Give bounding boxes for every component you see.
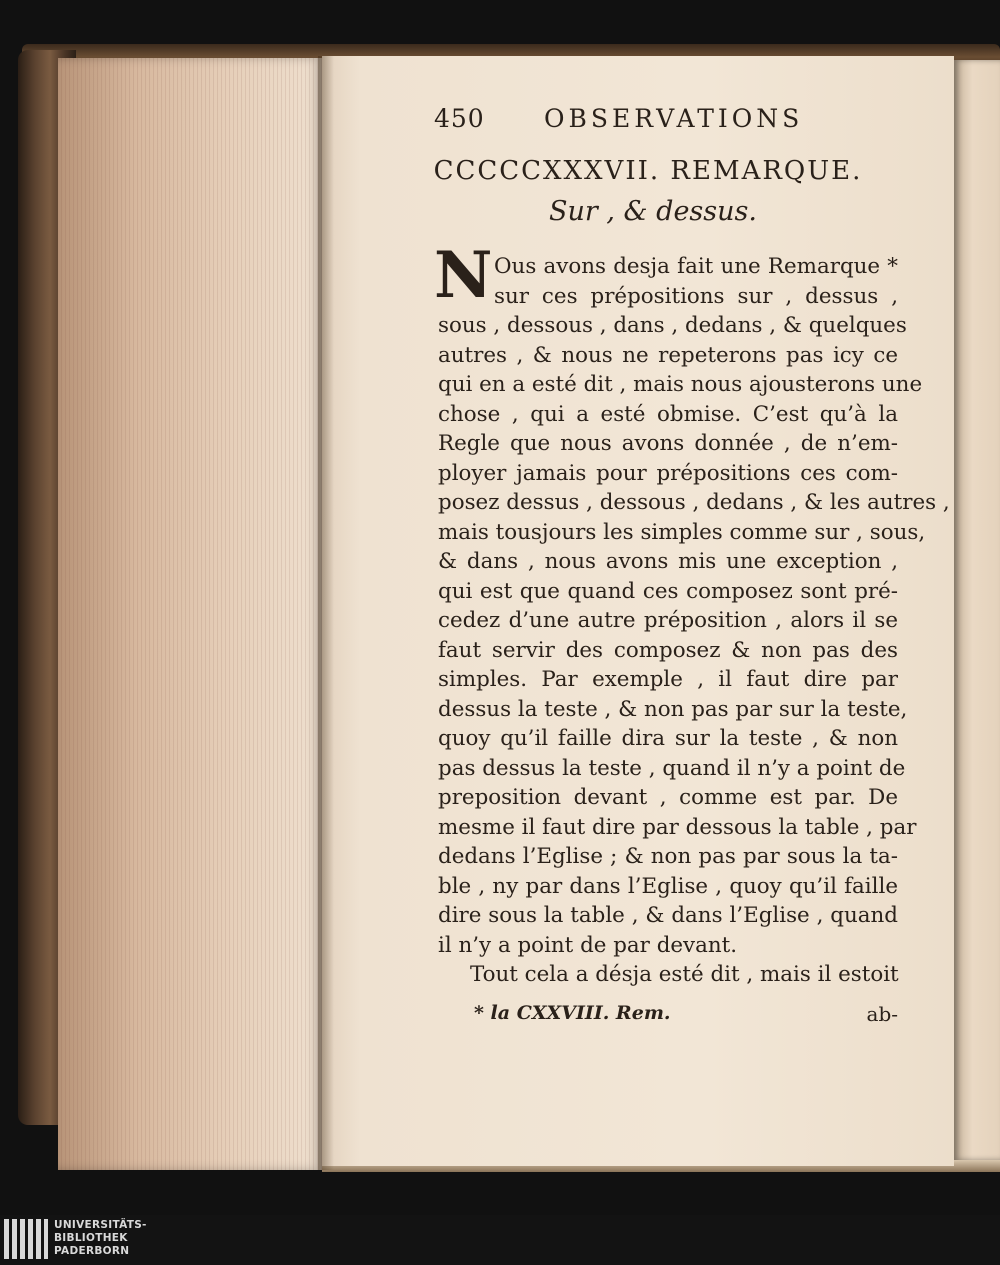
text-line: dedans l’Eglise ; & non pas par sous la ta- xyxy=(438,844,898,869)
facing-page-edge xyxy=(954,60,1000,1160)
text-line: Tout cela a désja esté dit , mais il estoit xyxy=(470,962,899,987)
remark-subtitle: Sur , & dessus. xyxy=(549,196,757,227)
library-name-line3: PADERBORN xyxy=(54,1245,130,1257)
text-line: sous , dessous , dans , dedans , & quelques xyxy=(438,313,907,338)
text-line: mais tousjours les simples comme sur , sous, xyxy=(438,519,926,545)
page-number: 450 xyxy=(434,104,485,133)
footnote: * la CXXVIII. Rem. xyxy=(474,1002,671,1024)
text-line: & dans , nous avons mis une exception , xyxy=(438,549,898,574)
remark-title: CCCCCXXXVII. REMARQUE. xyxy=(433,156,863,186)
library-logo-text xyxy=(54,1219,147,1258)
text-line: simples. Par exemple , il faut dire par xyxy=(438,667,898,692)
text-line: il n’y a point de par devant. xyxy=(438,932,738,958)
text-line: ble , ny par dans l’Eglise , quoy qu’il faille xyxy=(438,873,898,899)
text-line: ployer jamais pour prépositions ces com- xyxy=(438,460,898,486)
text-line: Ous avons desja fait une Remarque * xyxy=(494,254,898,279)
text-line: faut servir des composez & non pas des xyxy=(438,637,898,663)
running-head: OBSERVATIONS xyxy=(544,104,804,133)
text-line: cedez d’une autre préposition , alors il se xyxy=(438,608,898,633)
text-line: preposition devant , comme est par. De xyxy=(438,785,898,810)
page-block-edge xyxy=(58,58,322,1170)
text-line: qui est que quand ces composez sont pré- xyxy=(438,578,898,604)
page-body-text xyxy=(434,238,950,990)
page-gutter-shadow xyxy=(318,56,334,1170)
text-line: posez dessus , dessous , dedans , & les autres , xyxy=(438,490,950,515)
text-line: dire sous la table , & dans l’Eglise , quand xyxy=(438,903,898,928)
drop-cap: N xyxy=(434,238,493,313)
text-line: qui en a esté dit , mais nous ajousterons une xyxy=(438,372,923,397)
text-line: Regle que nous avons donnée , de n’em- xyxy=(438,431,898,456)
library-logo-icon xyxy=(4,1219,48,1259)
text-line: sur ces prépositions sur , dessus , xyxy=(494,283,898,309)
library-footer-bar xyxy=(0,1215,1000,1265)
text-line: chose , qui a esté obmise. C’est qu’à la xyxy=(438,401,898,427)
text-line: autres , & nous ne repeterons pas icy ce xyxy=(438,342,898,368)
library-name-line1: UNIVERSITÄTS- xyxy=(54,1219,147,1231)
book-page xyxy=(322,56,954,1166)
text-line: dessus la teste , & non pas par sur la teste, xyxy=(438,696,908,722)
library-name-line2: BIBLIOTHEK xyxy=(54,1232,128,1244)
catchword: ab- xyxy=(866,1002,898,1026)
page-header xyxy=(434,104,854,140)
page-footer xyxy=(438,1002,898,1032)
text-line: pas dessus la teste , quand il n’y a point de xyxy=(438,755,906,781)
text-line: quoy qu’il faille dira sur la teste , & non xyxy=(438,726,898,751)
text-line: mesme il faut dire par dessous la table , par xyxy=(438,814,917,840)
